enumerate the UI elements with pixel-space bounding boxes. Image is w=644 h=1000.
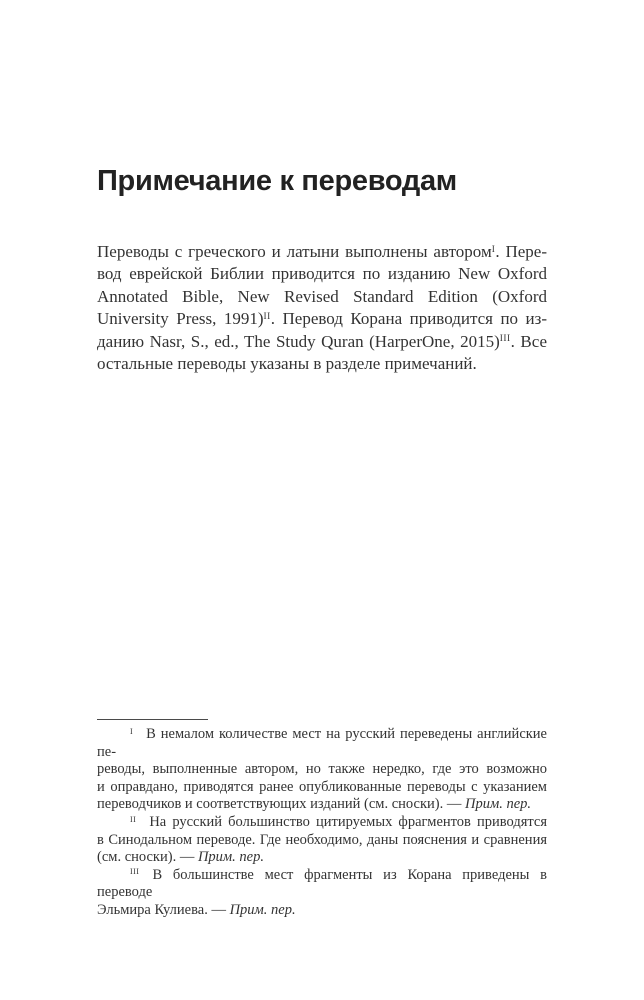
footnote-3 <box>97 867 547 920</box>
paragraph-text: Annotated Bible, New Revised Standard Edition (Oxford <box>97 286 547 306</box>
footnote-text: В немалом количестве мест на русский переведены английские пе- <box>97 726 547 760</box>
footnote-line <box>97 832 547 850</box>
paragraph-line <box>97 263 547 285</box>
paragraph-text: вод еврейской Библии приводится по изданию New Oxford <box>97 264 547 284</box>
footnote-line <box>97 867 547 902</box>
paragraph-line <box>97 286 547 308</box>
paragraph-text: . Перевод Корана приводится по из- <box>270 309 547 329</box>
footnote-marker-2: II <box>130 814 137 824</box>
footnote-text: переводчиков и соответствующих изданий (см. сноски). — <box>97 796 465 813</box>
footnote-ref-1: I <box>491 244 496 255</box>
paragraph-line <box>97 241 547 263</box>
paragraph-line <box>97 308 547 330</box>
translator-note-label: Прим. пер. <box>465 796 532 813</box>
footnote-text: (см. сноски). — <box>97 849 198 866</box>
paragraph-text: . Все <box>510 331 547 351</box>
footnote-text: и оправдано, приводятся ранее опубликованные переводы с указанием <box>97 778 547 795</box>
paragraph-text: Переводы с греческого и латыни выполнены автором <box>97 242 492 261</box>
footnote-line <box>97 902 547 920</box>
footnote-text: На русский большинство цитируемых фрагментов приводятся <box>149 813 547 830</box>
footnote-text: реводы, выполненные автором, но также нередко, где это возможно <box>97 761 547 778</box>
footnote-text: Эльмира Кулиева. — <box>97 901 230 918</box>
footnote-ref-2: II <box>263 312 271 323</box>
paragraph-line <box>97 353 547 375</box>
paragraph-line <box>97 331 547 353</box>
footnote-text: В большинстве мест фрагменты из Корана приведены в переводе <box>97 866 547 901</box>
paragraph-text: University Press, 1991) <box>97 309 264 329</box>
footnote-separator-rule <box>97 719 208 720</box>
translator-note-label: Прим. пер. <box>229 901 296 918</box>
page-title: Примечание к переводам <box>97 165 457 198</box>
footnote-text: в Синодальном переводе. Где необходимо, даны пояснения и сравнения <box>97 831 547 848</box>
footnote-2 <box>97 814 547 867</box>
paragraph-text: . Пере- <box>495 242 548 261</box>
main-paragraph <box>97 241 547 375</box>
footnote-1 <box>97 726 547 814</box>
footnote-line <box>97 814 547 832</box>
footnote-line <box>97 779 547 797</box>
footnote-marker-3: III <box>130 867 140 877</box>
footnote-marker-1: I <box>130 726 134 736</box>
translator-note-label: Прим. пер. <box>197 849 264 866</box>
footnotes-block <box>97 726 547 920</box>
paragraph-text: остальные переводы указаны в разделе примечаний. <box>97 354 477 374</box>
paragraph-text: данию Nasr, S., ed., The Study Quran (HarperOne, 2015) <box>97 331 500 351</box>
footnote-line <box>97 796 547 814</box>
footnote-line <box>97 849 547 867</box>
footnote-ref-3: III <box>499 334 511 345</box>
footnote-line <box>97 761 547 779</box>
footnote-line <box>97 726 547 761</box>
